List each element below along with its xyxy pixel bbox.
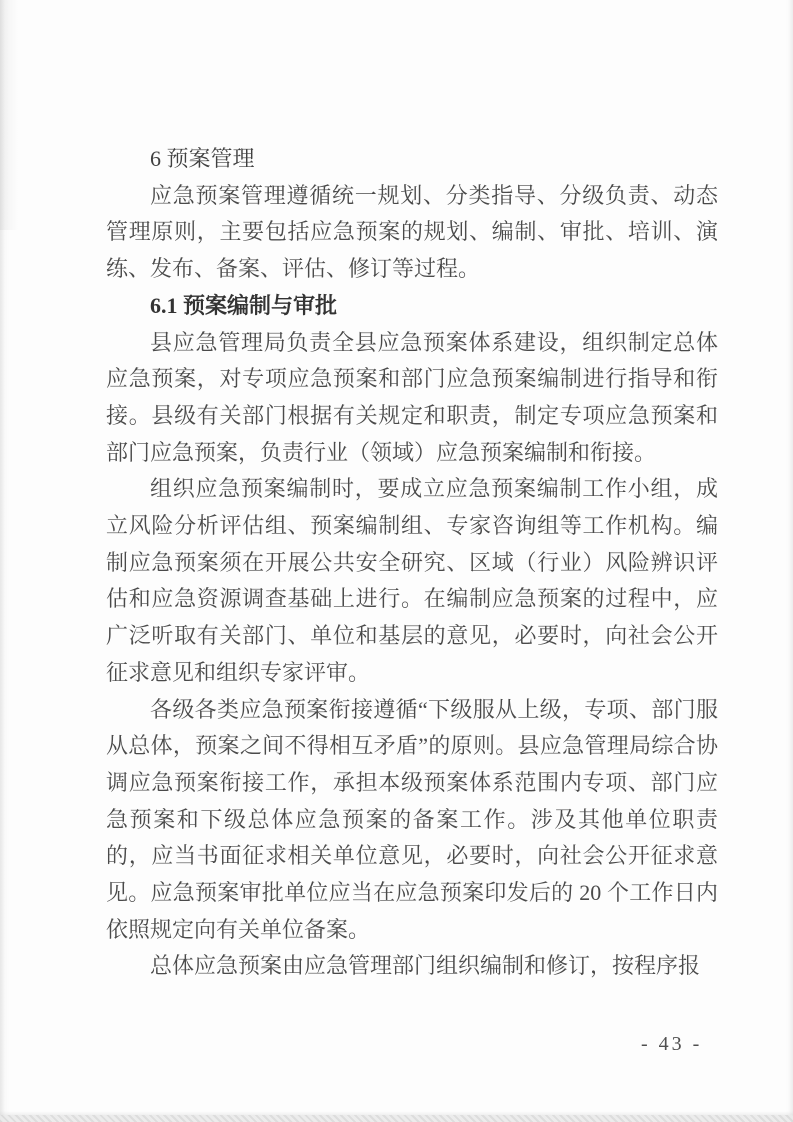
scan-artifact-bottom-edge xyxy=(0,1115,793,1122)
section-heading: 6.1 预案编制与审批 xyxy=(150,292,338,318)
scan-artifact-right-edge xyxy=(786,0,793,1122)
scan-artifact-bottom-smudge xyxy=(0,1111,793,1115)
paragraph-plan-management-principles: 应急预案管理遵循统一规划、分类指导、分级负责、动态管理原则，主要包括应急预案的规划、编制、审批、培训、演练、发布、备案、评估、修订等过程。 xyxy=(106,182,718,282)
chapter-heading: 6 预案管理 xyxy=(150,146,255,171)
paragraph-plan-compilation-workgroups: 组织应急预案编制时，要成立应急预案编制工作小组，成立风险分析评估组、预案编制组、专家咨询组等工作机构。编制应急预案须在开展公共安全研究、区域（行业）风险辨识评估和应急资源调查基础上进行。在编制应急预案的过程中，应广泛听取有关部门、单位和基层的意见，必要时，向社会公开征求意见和组织专家评审。 xyxy=(106,476,718,685)
paragraph-plan-coordination-filing: 各级各类应急预案衔接遵循“下级服从上级，专项、部门服从总体，预案之间不得相互矛盾”的原则。县应急管理局综合协调应急预案衔接工作，承担本级预案体系范围内专项、部门应急预案和下级总体应急预案的备案工作。涉及其他单位职责的，应当书面征求相关单位意见，必要时，向社会公开征求意见。应急预案审批单位应当在应急预案印发后的 20 个工作日内依照规定向有关单位备案。 xyxy=(106,696,718,942)
scan-artifact-top-left xyxy=(0,0,26,230)
paragraph-overall-plan-revision: 总体应急预案由应急管理部门组织编制和修订，按程序报 xyxy=(150,953,701,979)
document-body xyxy=(106,141,718,985)
paragraph-plan-system-responsibility: 县应急管理局负责全县应急预案体系建设，组织制定总体应急预案，对专项应急预案和部门应急预案编制进行指导和衔接。县级有关部门根据有关规定和职责，制定专项应急预案和部门应急预案，负责行业（领域）应急预案编制和衔接。 xyxy=(106,329,718,465)
scan-artifact-left-edge xyxy=(0,0,9,1122)
page-number: - 43 - xyxy=(641,1033,703,1055)
